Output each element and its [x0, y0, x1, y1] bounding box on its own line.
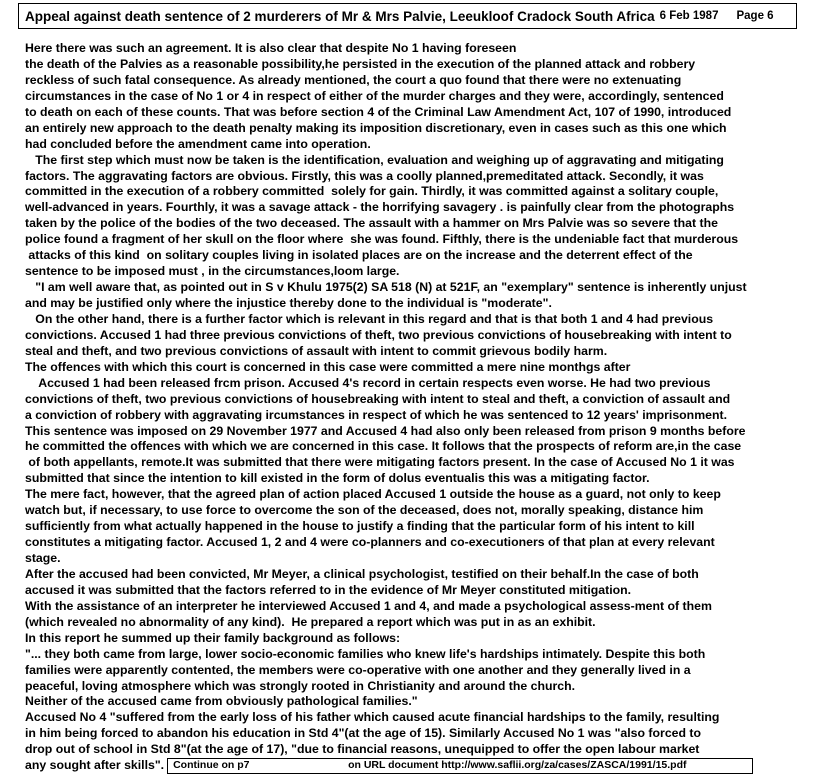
body-line: police found a fragment of her skull on the floor where she was found. Fifthly, there is the undeniable fact that murderous — [25, 232, 739, 247]
body-line: watch but, if necessary, to use force to overcome the son of the deceased, does not, morally speaking, distance him — [25, 503, 704, 518]
body-line: The offences with which this court is concerned in this case were committed a mere nine monthgs after — [25, 359, 631, 374]
body-line: sufficiently from what actually happened in the house to justify a finding that the particular form of his intent to kill — [25, 519, 695, 534]
body-line: accused it was submitted that the factors referred to in the evidence of Mr Meyer constituted mitigation. — [25, 582, 632, 597]
footer-line — [25, 758, 820, 774]
document-body — [25, 41, 820, 774]
body-line: drop out of school in Std 8"(at the age of 17), "due to financial reasons, unequipped to offer the open labour market — [25, 742, 700, 757]
body-line: stage. — [25, 551, 61, 565]
body-line: and may be justified only where the injustice thereby done to the individual is "moderate". — [25, 296, 552, 310]
body-line: the death of the Palvies as a reasonable possibility,he persisted in the execution of the planned attack and robbery — [25, 56, 696, 71]
body-line: circumstances in the case of No 1 or 4 in respect of either of the murder charges and they were, accordingly, sentenced — [25, 88, 724, 103]
body-line: submitted that since the intention to kill existed in the form of dolus eventualis this was a mitigating factor. — [25, 471, 650, 486]
body-line: convictions of theft, two previous convictions of housebreaking with intent to steal and theft, a conviction of assault and — [25, 391, 731, 406]
body-line: Accused No 4 "suffered from the early loss of his father which caused acute financial hardships to the family, resulting — [25, 710, 720, 725]
header-box — [18, 3, 797, 29]
source-url-note: on URL document http://www.saflii.org/za/cases/ZASCA/1991/15.pdf — [348, 759, 687, 772]
body-line: This sentence was imposed on 29 November 1977 and Accused 4 had also only been released from prison 9 months before — [25, 423, 746, 438]
body-lines — [25, 41, 820, 758]
document-date: 6 Feb 1987 — [659, 10, 719, 22]
body-line: reckless of such fatal consequence. As already mentioned, the court a quo found that there were no extenuating — [25, 72, 682, 87]
body-line: Accused 1 had been released frcm prison. Accused 4's record in certain respects even worse. He had two previous — [25, 375, 711, 390]
body-line: factors. The aggravating factors are obvious. Firstly, this was a coolly planned,premeditated attack. Secondly, it was — [25, 168, 704, 183]
body-line: "... they both came from large, lower socio-economic families who knew life's hardships intimately. Despite this both — [25, 646, 706, 661]
last-body-line: any sought after skills". — [25, 758, 165, 773]
body-line: taken by the police of the bodies of the two deceased. The assault with a hammer on Mrs Palvie was so severe that the — [25, 216, 718, 231]
page-number: Page 6 — [736, 10, 774, 22]
body-line: attacks of this kind on solitary couples living in isolated places are on the increase and the deterrent effect of the — [25, 248, 693, 263]
body-line: With the assistance of an interpreter he interviewed Accused 1 and 4, and made a psychological assess-ment of them — [25, 598, 712, 613]
continue-note: Continue on p7 — [173, 759, 250, 772]
document-title: Appeal against death sentence of 2 murderers of Mr & Mrs Palvie, Leeukloof Cradock South Africa — [25, 8, 655, 24]
body-line: convictions. Accused 1 had three previous convictions of theft, two previous convictions of housebreaking with intent to — [25, 327, 732, 342]
footer-box — [167, 758, 753, 774]
body-line: peaceful, loving atmosphere which was strongly rooted in Christianity and around the church. — [25, 678, 576, 693]
body-line: Here there was such an agreement. It is also clear that despite No 1 having foreseen — [25, 41, 517, 55]
body-line: "I am well aware that, as pointed out in S v Khulu 1975(2) SA 518 (N) at 521F, an "exemplary" sentence is inherently unjust — [25, 280, 747, 295]
body-line: On the other hand, there is a further factor which is relevant in this regard and that is that both 1 and 4 had previous — [25, 311, 714, 326]
body-line: The first step which must now be taken is the identification, evaluation and weighing up of aggravating and mitigating — [25, 152, 724, 167]
body-line: The mere fact, however, that the agreed plan of action placed Accused 1 outside the house as a guard, not only to keep — [25, 487, 721, 502]
body-line: he committed the offences with which we are concerned in this case. It follows that the prospects of reform are,in the case — [25, 439, 742, 454]
body-line: of both appellants, remote.It was submitted that there were mitigating factors present. In the case of Accused No 1 it was — [25, 455, 735, 470]
body-line: an entirely new approach to the death penalty making its imposition discretionary, even in cases such as this one which — [25, 120, 727, 135]
body-line: families were apparently contented, the members were co-operative with one another and they generally lived in a — [25, 662, 691, 677]
body-line: After the accused had been convicted, Mr Meyer, a clinical psychologist, testified on their behalf.In the case of both — [25, 566, 699, 581]
body-line: sentence to be imposed must , in the circumstances,loom large. — [25, 264, 400, 279]
body-line: In this report he summed up their family background as follows: — [25, 630, 401, 645]
body-line: a conviction of robbery with aggravating ircumstances in respect of which he was sentenced to 12 years' imprisonment. — [25, 407, 727, 422]
body-line: to death on each of these counts. That was before section 4 of the Criminal Law Amendment Act, 107 of 1990, introduced — [25, 104, 732, 119]
body-line: (which revealed no abnormality of any kind). He prepared a report which was put in as an exhibit. — [25, 614, 596, 629]
body-line: well-advanced in years. Fourthly, it was a savage attack - the horrifying savagery . is painfully clear from the photographs — [25, 200, 735, 215]
body-line: committed in the execution of a robbery committed solely for gain. Thirdly, it was committed against a solitary couple, — [25, 184, 719, 199]
body-line: had concluded before the amendment came into operation. — [25, 136, 371, 151]
body-line: Neither of the accused came from obviously pathological families." — [25, 694, 418, 709]
body-line: constitutes a mitigating factor. Accused 1, 2 and 4 were co-planners and co-executioners of that plan at every relevant — [25, 535, 715, 550]
body-line: in him being forced to abandon his education in Std 4"(at the age of 15). Similarly Accused No 1 was "also forced to — [25, 726, 702, 741]
body-line: steal and theft, and two previous convictions of assault with intent to commit grievous bodily harm. — [25, 343, 608, 358]
